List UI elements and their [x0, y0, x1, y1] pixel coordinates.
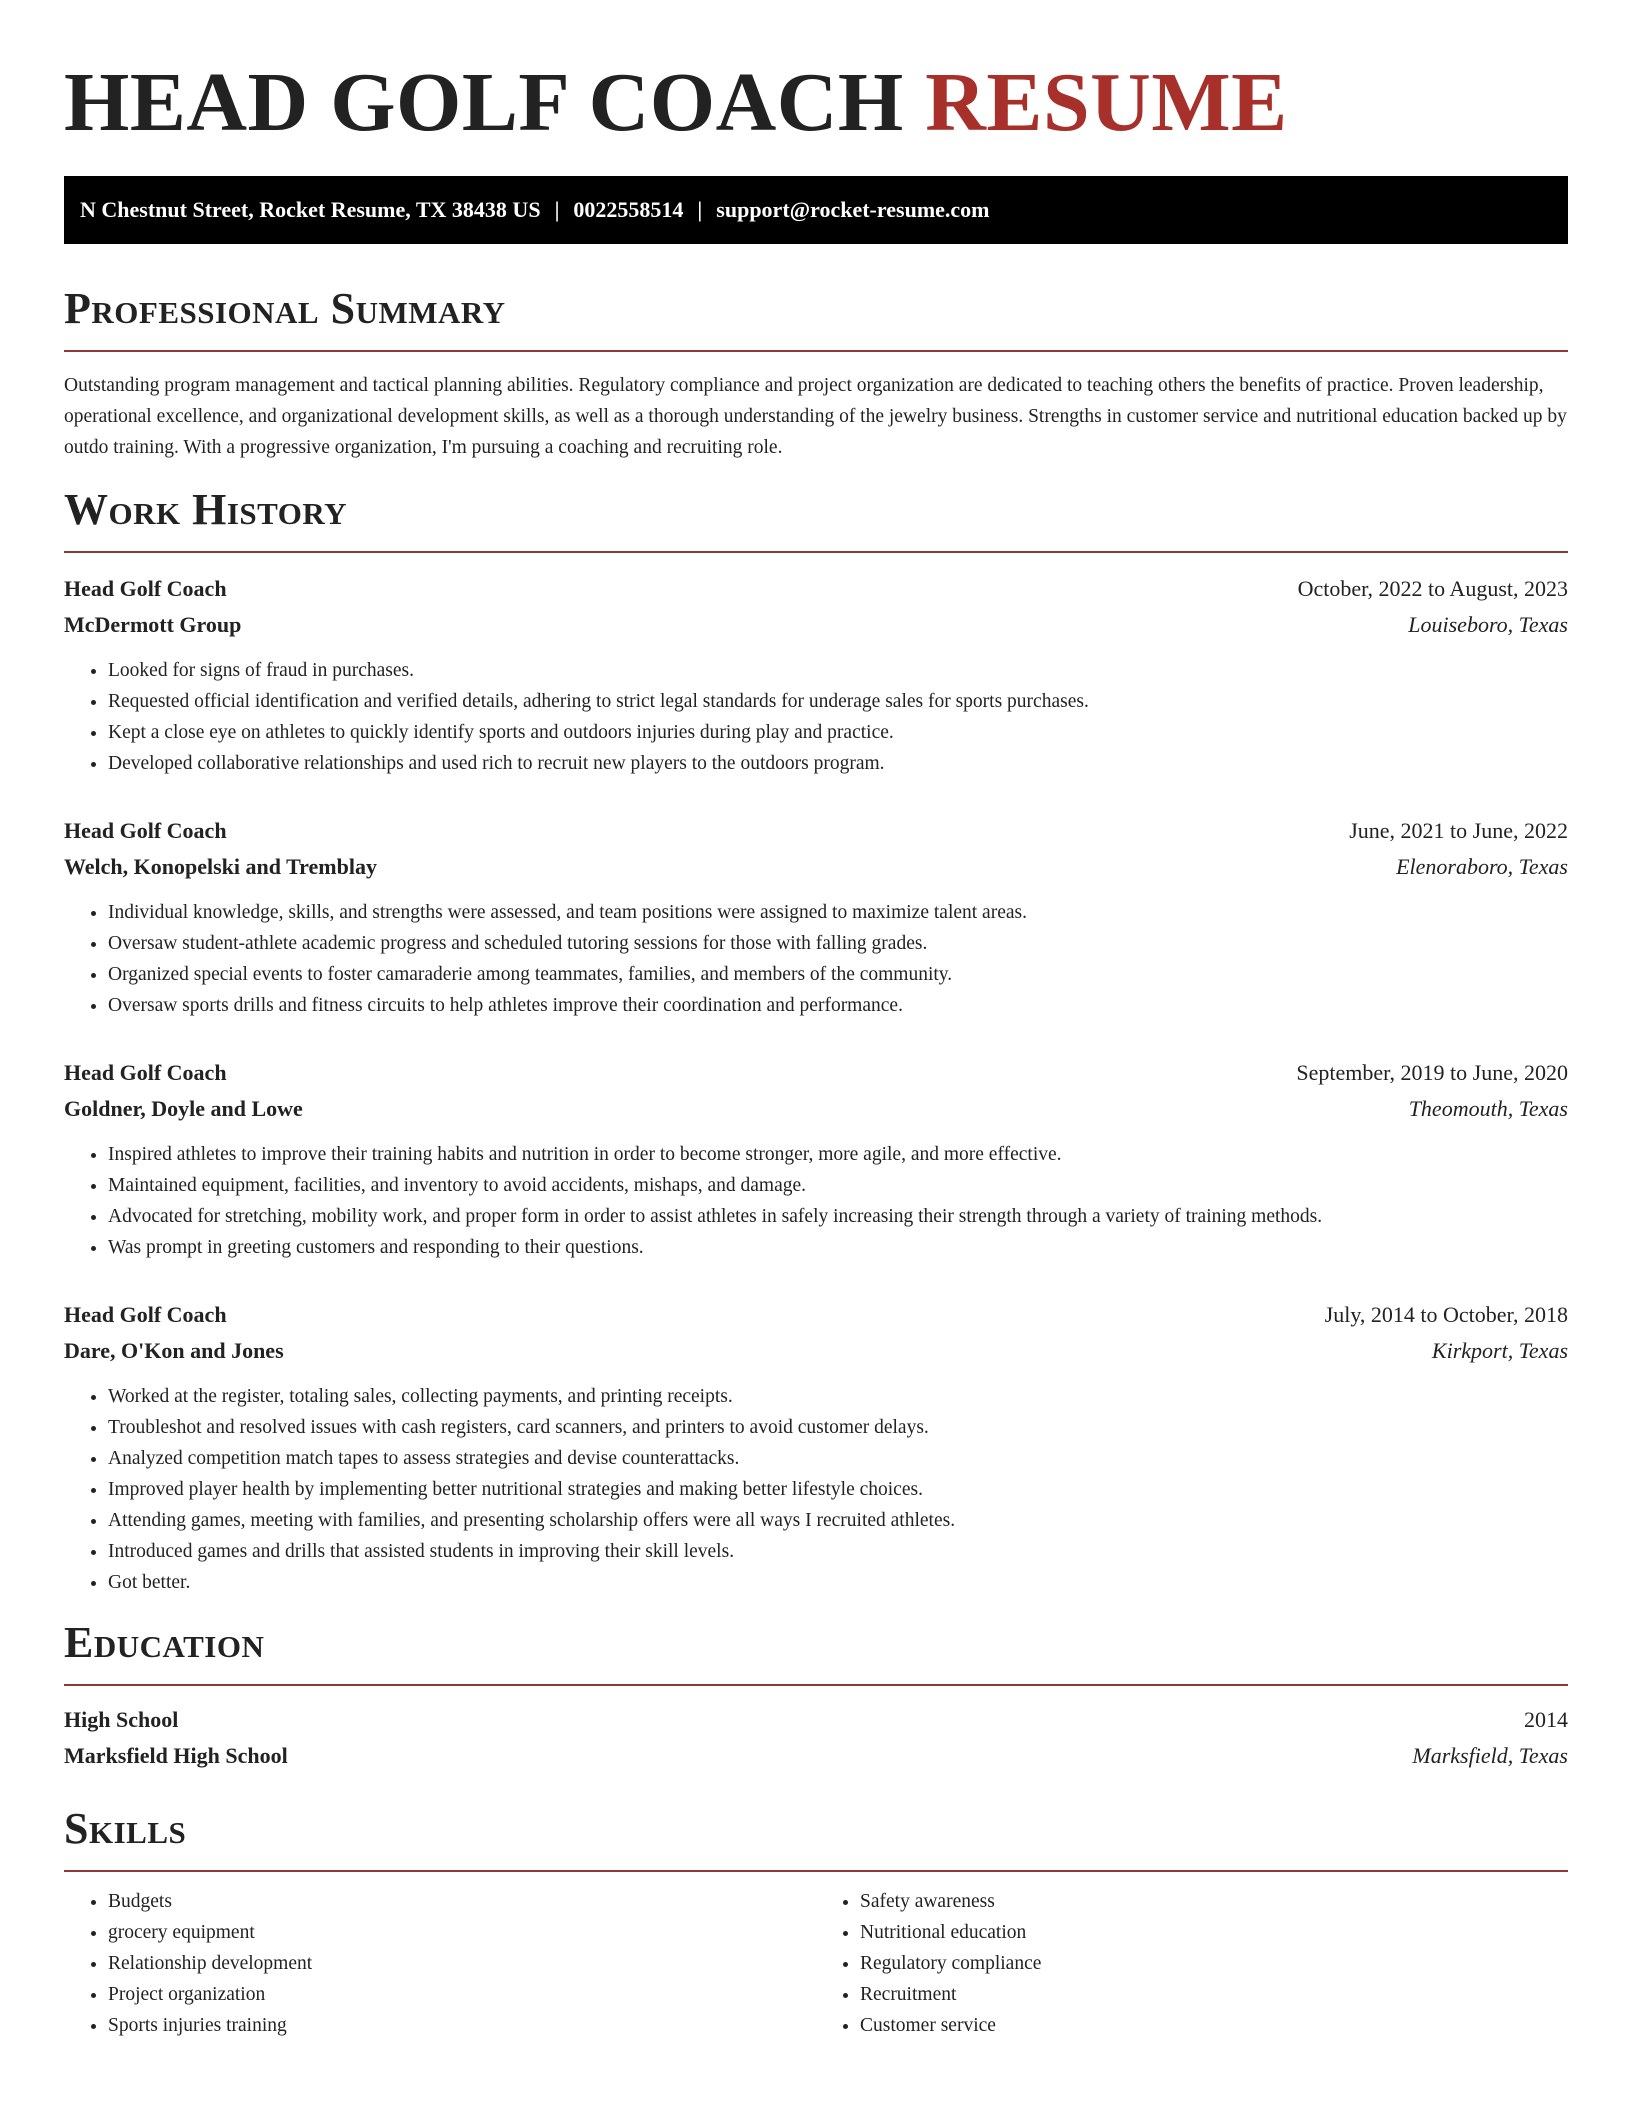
skill-item: • Recruitment: [860, 1979, 1568, 2010]
job-location: Louiseboro, Texas: [1408, 612, 1568, 637]
job-bullet: • Was prompt in greeting customers and responding to their questions.: [108, 1232, 1568, 1263]
job-bullets: [64, 655, 1568, 779]
skill-item: • Regulatory compliance: [860, 1948, 1568, 1979]
skill-item: • Relationship development: [108, 1948, 816, 1979]
job-bullet: • Troubleshot and resolved issues with cash registers, card scanners, and printers to avoid customer delays.: [108, 1412, 1568, 1443]
summary-section: [64, 284, 1568, 463]
job-location: Elenoraboro, Texas: [1396, 854, 1568, 879]
job-bullet: • Improved player health by implementing better nutritional strategies and making better lifestyle choices.: [108, 1474, 1568, 1505]
job-bullet: • Maintained equipment, facilities, and inventory to avoid accidents, mishaps, and damage.: [108, 1170, 1568, 1201]
skill-item: • Nutritional education: [860, 1917, 1568, 1948]
job-bullets: [64, 1381, 1568, 1598]
contact-bar: [64, 176, 1568, 244]
skill-item: • Safety awareness: [860, 1886, 1568, 1917]
job-bullet: • Kept a close eye on athletes to quickly identify sports and outdoors injuries during play and practice.: [108, 717, 1568, 748]
skill-item: • grocery equipment: [108, 1917, 816, 1948]
skill-item: • Customer service: [860, 2010, 1568, 2041]
summary-text: Outstanding program management and tactical planning abilities. Regulatory compliance and project organization are dedicated to teaching others the benefits of practice. Proven leadership, operational excellence, and organizational development skills, as well as a thorough understanding of the jewelry business. Strengths in customer service and nutritional education backed up by outdo training. With a progressive organization, I'm pursuing a coaching and recruiting role.: [64, 375, 1567, 458]
job-bullet: • Organized special events to foster camaraderie among teammates, families, and members of the community.: [108, 959, 1568, 990]
job-bullet: • Inspired athletes to improve their training habits and nutrition in order to become stronger, more agile, and more effective.: [108, 1139, 1568, 1170]
job-bullet: • Looked for signs of fraud in purchases.: [108, 655, 1568, 686]
job-dates: October, 2022 to August, 2023: [1297, 576, 1568, 601]
skill-item: • Budgets: [108, 1886, 816, 1917]
job-title: Head Golf Coach: [64, 576, 227, 601]
job-company-row: [64, 1091, 1568, 1127]
title-accent: RESUME: [925, 56, 1288, 149]
contact-separator: |: [697, 197, 703, 222]
skill-item: • Project organization: [108, 1979, 816, 2010]
job-entry: [64, 1297, 1568, 1598]
section-divider: [64, 350, 1568, 352]
education-location: Marksfield, Texas: [1412, 1743, 1568, 1768]
job-bullet: • Got better.: [108, 1567, 1568, 1598]
section-title-education: Education: [64, 1618, 265, 1667]
job-header-row: [64, 1055, 1568, 1091]
resume-title: [64, 0, 1568, 176]
section-divider: [64, 1870, 1568, 1872]
job-entry: [64, 813, 1568, 1021]
section-divider: [64, 551, 1568, 553]
job-bullet: • Analyzed competition match tapes to assess strategies and devise counterattacks.: [108, 1443, 1568, 1474]
job-dates: July, 2014 to October, 2018: [1324, 1302, 1568, 1327]
education-section: [64, 1618, 1568, 1774]
job-entry: [64, 571, 1568, 779]
job-bullet: • Oversaw student-athlete academic progress and scheduled tutoring sessions for those with falling grades.: [108, 928, 1568, 959]
education-row-school: [64, 1738, 1568, 1774]
job-company: Dare, O'Kon and Jones: [64, 1338, 284, 1363]
job-company-row: [64, 607, 1568, 643]
education-entry: [64, 1702, 1568, 1774]
section-title-work-history: Work History: [64, 485, 348, 534]
job-company-row: [64, 849, 1568, 885]
skills-list-left: [64, 1886, 816, 2041]
job-bullet: • Developed collaborative relationships and used rich to recruit new players to the outdoors program.: [108, 748, 1568, 779]
contact-email[interactable]: support@rocket-resume.com: [716, 197, 990, 222]
education-row-degree: [64, 1702, 1568, 1738]
education-degree: High School: [64, 1707, 179, 1732]
job-dates: June, 2021 to June, 2022: [1349, 818, 1568, 843]
job-header-row: [64, 571, 1568, 607]
job-bullet: • Oversaw sports drills and fitness circuits to help athletes improve their coordination and performance.: [108, 990, 1568, 1021]
job-dates: September, 2019 to June, 2020: [1296, 1060, 1568, 1085]
job-company: McDermott Group: [64, 612, 242, 637]
job-bullet: • Advocated for stretching, mobility work, and proper form in order to assist athletes in safely increasing their strength through a variety of training methods.: [108, 1201, 1568, 1232]
contact-separator: |: [554, 197, 560, 222]
contact-address: N Chestnut Street, Rocket Resume, TX 38438 US: [80, 197, 541, 222]
job-bullet: • Individual knowledge, skills, and strengths were assessed, and team positions were assigned to maximize talent areas.: [108, 897, 1568, 928]
job-header-row: [64, 813, 1568, 849]
job-bullet: • Introduced games and drills that assisted students in improving their skill levels.: [108, 1536, 1568, 1567]
job-location: Theomouth, Texas: [1408, 1096, 1568, 1121]
job-company: Goldner, Doyle and Lowe: [64, 1096, 303, 1121]
title-main: HEAD GOLF COACH: [64, 56, 904, 149]
job-list: [64, 571, 1568, 1598]
job-bullet: • Worked at the register, totaling sales, collecting payments, and printing receipts.: [108, 1381, 1568, 1412]
section-title-skills: Skills: [64, 1804, 187, 1853]
job-entry: [64, 1055, 1568, 1263]
job-bullet: • Requested official identification and verified details, adhering to strict legal standards for underage sales for sports purchases.: [108, 686, 1568, 717]
job-title: Head Golf Coach: [64, 1060, 227, 1085]
job-title: Head Golf Coach: [64, 1302, 227, 1327]
job-bullets: [64, 1139, 1568, 1263]
skills-section: [64, 1804, 1568, 2041]
skills-list-right: [816, 1886, 1568, 2041]
skills-columns: [64, 1886, 1568, 2041]
job-company: Welch, Konopelski and Tremblay: [64, 854, 377, 879]
job-company-row: [64, 1333, 1568, 1369]
section-title-summary: Professional Summary: [64, 284, 506, 333]
work-history-section: [64, 485, 1568, 1598]
contact-phone: 0022558514: [573, 197, 684, 222]
job-bullets: [64, 897, 1568, 1021]
job-header-row: [64, 1297, 1568, 1333]
education-year: 2014: [1524, 1707, 1568, 1732]
education-school: Marksfield High School: [64, 1743, 288, 1768]
job-title: Head Golf Coach: [64, 818, 227, 843]
job-bullet: • Attending games, meeting with families, and presenting scholarship offers were all ways I recruited athletes.: [108, 1505, 1568, 1536]
skill-item: • Sports injuries training: [108, 2010, 816, 2041]
job-location: Kirkport, Texas: [1431, 1338, 1568, 1363]
section-divider: [64, 1684, 1568, 1686]
